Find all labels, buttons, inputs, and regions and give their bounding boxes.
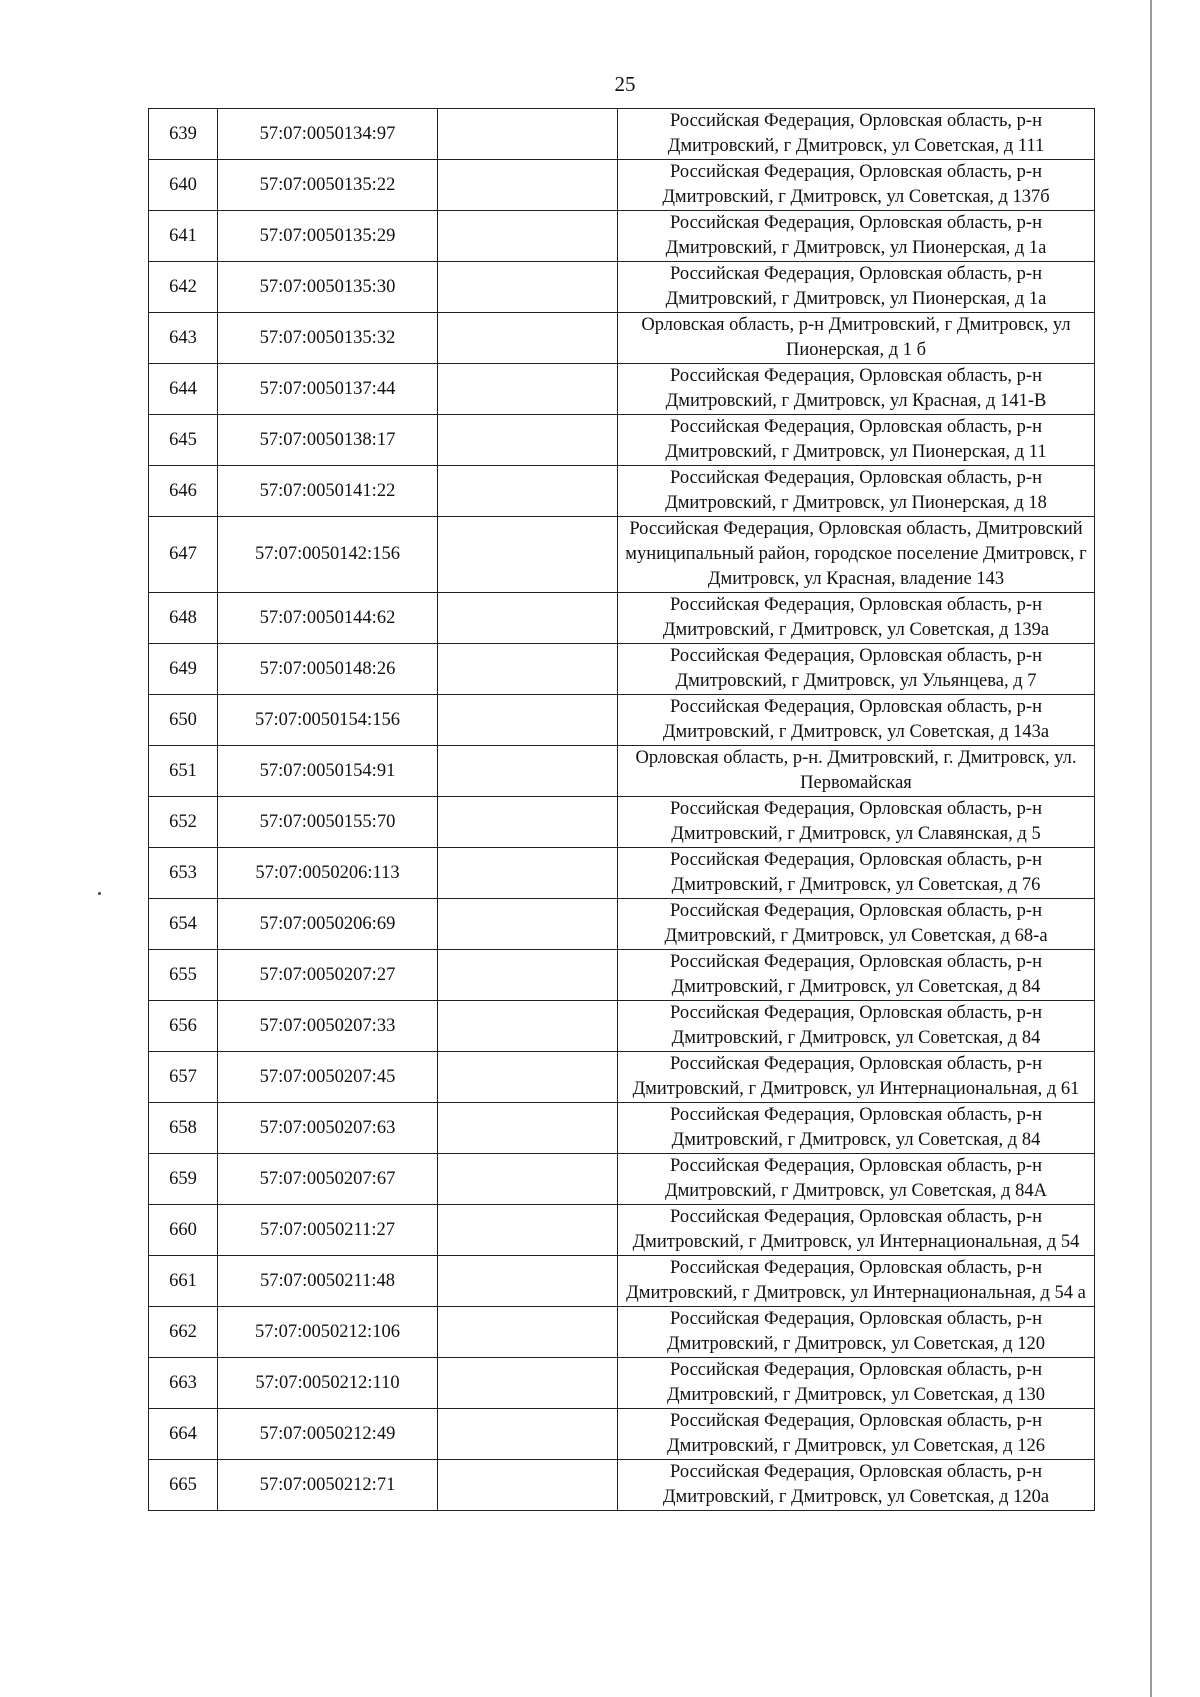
table-row	[149, 364, 1095, 415]
address: Российская Федерация, Орловская область, р-н Дмитровский, г Дмитровск, ул Советская, д 130	[618, 1358, 1095, 1409]
empty-cell	[438, 1205, 618, 1256]
empty-cell	[438, 109, 618, 160]
row-number: 645	[149, 415, 218, 466]
empty-cell	[438, 1358, 618, 1409]
row-number: 659	[149, 1154, 218, 1205]
address: Российская Федерация, Орловская область, р-н Дмитровский, г Дмитровск, ул Советская, д 120а	[618, 1460, 1095, 1511]
registry-table-body	[149, 109, 1095, 1511]
row-number: 657	[149, 1052, 218, 1103]
address: Орловская область, р-н Дмитровский, г Дмитровск, ул Пионерская, д 1 б	[618, 313, 1095, 364]
address: Российская Федерация, Орловская область, р-н Дмитровский, г Дмитровск, ул Красная, д 141-В	[618, 364, 1095, 415]
empty-cell	[438, 848, 618, 899]
table-row	[149, 1358, 1095, 1409]
table-row	[149, 1052, 1095, 1103]
address: Российская Федерация, Орловская область, р-н Дмитровский, г Дмитровск, ул Советская, д 111	[618, 109, 1095, 160]
table-row	[149, 1307, 1095, 1358]
empty-cell	[438, 466, 618, 517]
cadastral-number: 57:07:0050207:67	[218, 1154, 438, 1205]
empty-cell	[438, 1307, 618, 1358]
empty-cell	[438, 950, 618, 1001]
cadastral-number: 57:07:0050144:62	[218, 593, 438, 644]
table-row	[149, 1154, 1095, 1205]
table-row	[149, 899, 1095, 950]
cadastral-number: 57:07:0050207:27	[218, 950, 438, 1001]
registry-table	[148, 108, 1095, 1511]
scan-speck	[98, 892, 101, 895]
address: Российская Федерация, Орловская область, р-н Дмитровский, г Дмитровск, ул Советская, д 137б	[618, 160, 1095, 211]
empty-cell	[438, 1001, 618, 1052]
cadastral-number: 57:07:0050138:17	[218, 415, 438, 466]
address: Российская Федерация, Орловская область, р-н Дмитровский, г Дмитровск, ул Советская, д 143а	[618, 695, 1095, 746]
table-row	[149, 466, 1095, 517]
page-number: 25	[614, 72, 636, 96]
cadastral-number: 57:07:0050155:70	[218, 797, 438, 848]
row-number: 653	[149, 848, 218, 899]
row-number: 662	[149, 1307, 218, 1358]
table-row	[149, 1205, 1095, 1256]
row-number: 640	[149, 160, 218, 211]
table-row	[149, 160, 1095, 211]
page-edge-line	[1150, 0, 1152, 1697]
cadastral-number: 57:07:0050154:91	[218, 746, 438, 797]
cadastral-number: 57:07:0050135:22	[218, 160, 438, 211]
address: Российская Федерация, Орловская область, Дмитровский муниципальный район, городское поселение Дмитровск, г Дмитровск, ул Красная, владение 143	[618, 517, 1095, 593]
empty-cell	[438, 517, 618, 593]
row-number: 650	[149, 695, 218, 746]
empty-cell	[438, 899, 618, 950]
row-number: 643	[149, 313, 218, 364]
table-row	[149, 695, 1095, 746]
cadastral-number: 57:07:0050137:44	[218, 364, 438, 415]
row-number: 663	[149, 1358, 218, 1409]
row-number: 647	[149, 517, 218, 593]
table-row	[149, 1001, 1095, 1052]
row-number: 665	[149, 1460, 218, 1511]
row-number: 656	[149, 1001, 218, 1052]
empty-cell	[438, 644, 618, 695]
table-row	[149, 211, 1095, 262]
empty-cell	[438, 364, 618, 415]
cadastral-number: 57:07:0050211:27	[218, 1205, 438, 1256]
cadastral-number: 57:07:0050206:113	[218, 848, 438, 899]
empty-cell	[438, 415, 618, 466]
cadastral-number: 57:07:0050135:32	[218, 313, 438, 364]
table-row	[149, 746, 1095, 797]
cadastral-number: 57:07:0050212:71	[218, 1460, 438, 1511]
empty-cell	[438, 746, 618, 797]
row-number: 652	[149, 797, 218, 848]
table-row	[149, 262, 1095, 313]
table-row	[149, 1256, 1095, 1307]
address: Российская Федерация, Орловская область, р-н Дмитровский, г Дмитровск, ул Пионерская, д 1а	[618, 262, 1095, 313]
table-row	[149, 109, 1095, 160]
row-number: 649	[149, 644, 218, 695]
address: Российская Федерация, Орловская область, р-н Дмитровский, г Дмитровск, ул Пионерская, д 11	[618, 415, 1095, 466]
cadastral-number: 57:07:0050134:97	[218, 109, 438, 160]
address: Российская Федерация, Орловская область, р-н Дмитровский, г Дмитровск, ул Пионерская, д 1а	[618, 211, 1095, 262]
cadastral-number: 57:07:0050212:106	[218, 1307, 438, 1358]
empty-cell	[438, 1460, 618, 1511]
row-number: 646	[149, 466, 218, 517]
address: Российская Федерация, Орловская область, р-н Дмитровский, г Дмитровск, ул Пионерская, д 18	[618, 466, 1095, 517]
row-number: 661	[149, 1256, 218, 1307]
empty-cell	[438, 1052, 618, 1103]
address: Российская Федерация, Орловская область, р-н Дмитровский, г Дмитровск, ул Советская, д 84А	[618, 1154, 1095, 1205]
address: Российская Федерация, Орловская область, р-н Дмитровский, г Дмитровск, ул Советская, д 126	[618, 1409, 1095, 1460]
row-number: 639	[149, 109, 218, 160]
table-row	[149, 1103, 1095, 1154]
cadastral-number: 57:07:0050206:69	[218, 899, 438, 950]
cadastral-number: 57:07:0050207:45	[218, 1052, 438, 1103]
row-number: 654	[149, 899, 218, 950]
address: Российская Федерация, Орловская область, р-н Дмитровский, г Дмитровск, ул Советская, д 84	[618, 1001, 1095, 1052]
empty-cell	[438, 262, 618, 313]
table-row	[149, 1409, 1095, 1460]
table-row	[149, 848, 1095, 899]
row-number: 648	[149, 593, 218, 644]
address: Российская Федерация, Орловская область, р-н Дмитровский, г Дмитровск, ул Интернациональная, д 61	[618, 1052, 1095, 1103]
table-row	[149, 593, 1095, 644]
table-row	[149, 313, 1095, 364]
table-row	[149, 797, 1095, 848]
cadastral-number: 57:07:0050135:29	[218, 211, 438, 262]
empty-cell	[438, 797, 618, 848]
empty-cell	[438, 211, 618, 262]
address: Российская Федерация, Орловская область, р-н Дмитровский, г Дмитровск, ул Интернациональная, д 54	[618, 1205, 1095, 1256]
cadastral-number: 57:07:0050141:22	[218, 466, 438, 517]
empty-cell	[438, 1256, 618, 1307]
empty-cell	[438, 313, 618, 364]
address: Российская Федерация, Орловская область, р-н Дмитровский, г Дмитровск, ул Славянская, д 5	[618, 797, 1095, 848]
row-number: 664	[149, 1409, 218, 1460]
table-row	[149, 644, 1095, 695]
cadastral-number: 57:07:0050211:48	[218, 1256, 438, 1307]
table-row	[149, 950, 1095, 1001]
address: Российская Федерация, Орловская область, р-н Дмитровский, г Дмитровск, ул Ульянцева, д 7	[618, 644, 1095, 695]
address: Орловская область, р-н. Дмитровский, г. Дмитровск, ул. Первомайская	[618, 746, 1095, 797]
row-number: 655	[149, 950, 218, 1001]
table-row	[149, 415, 1095, 466]
cadastral-number: 57:07:0050135:30	[218, 262, 438, 313]
row-number: 642	[149, 262, 218, 313]
row-number: 660	[149, 1205, 218, 1256]
address: Российская Федерация, Орловская область, р-н Дмитровский, г Дмитровск, ул Советская, д 76	[618, 848, 1095, 899]
row-number: 651	[149, 746, 218, 797]
row-number: 658	[149, 1103, 218, 1154]
cadastral-number: 57:07:0050212:49	[218, 1409, 438, 1460]
empty-cell	[438, 1154, 618, 1205]
empty-cell	[438, 1103, 618, 1154]
cadastral-number: 57:07:0050207:63	[218, 1103, 438, 1154]
cadastral-number: 57:07:0050148:26	[218, 644, 438, 695]
empty-cell	[438, 695, 618, 746]
row-number: 641	[149, 211, 218, 262]
address: Российская Федерация, Орловская область, р-н Дмитровский, г Дмитровск, ул Советская, д 68-а	[618, 899, 1095, 950]
cadastral-number: 57:07:0050212:110	[218, 1358, 438, 1409]
address: Российская Федерация, Орловская область, р-н Дмитровский, г Дмитровск, ул Советская, д 139а	[618, 593, 1095, 644]
cadastral-number: 57:07:0050154:156	[218, 695, 438, 746]
table-row	[149, 517, 1095, 593]
cadastral-number: 57:07:0050207:33	[218, 1001, 438, 1052]
empty-cell	[438, 160, 618, 211]
address: Российская Федерация, Орловская область, р-н Дмитровский, г Дмитровск, ул Советская, д 120	[618, 1307, 1095, 1358]
table-row	[149, 1460, 1095, 1511]
empty-cell	[438, 1409, 618, 1460]
cadastral-number: 57:07:0050142:156	[218, 517, 438, 593]
empty-cell	[438, 593, 618, 644]
address: Российская Федерация, Орловская область, р-н Дмитровский, г Дмитровск, ул Советская, д 84	[618, 950, 1095, 1001]
address: Российская Федерация, Орловская область, р-н Дмитровский, г Дмитровск, ул Интернациональная, д 54 а	[618, 1256, 1095, 1307]
row-number: 644	[149, 364, 218, 415]
address: Российская Федерация, Орловская область, р-н Дмитровский, г Дмитровск, ул Советская, д 84	[618, 1103, 1095, 1154]
